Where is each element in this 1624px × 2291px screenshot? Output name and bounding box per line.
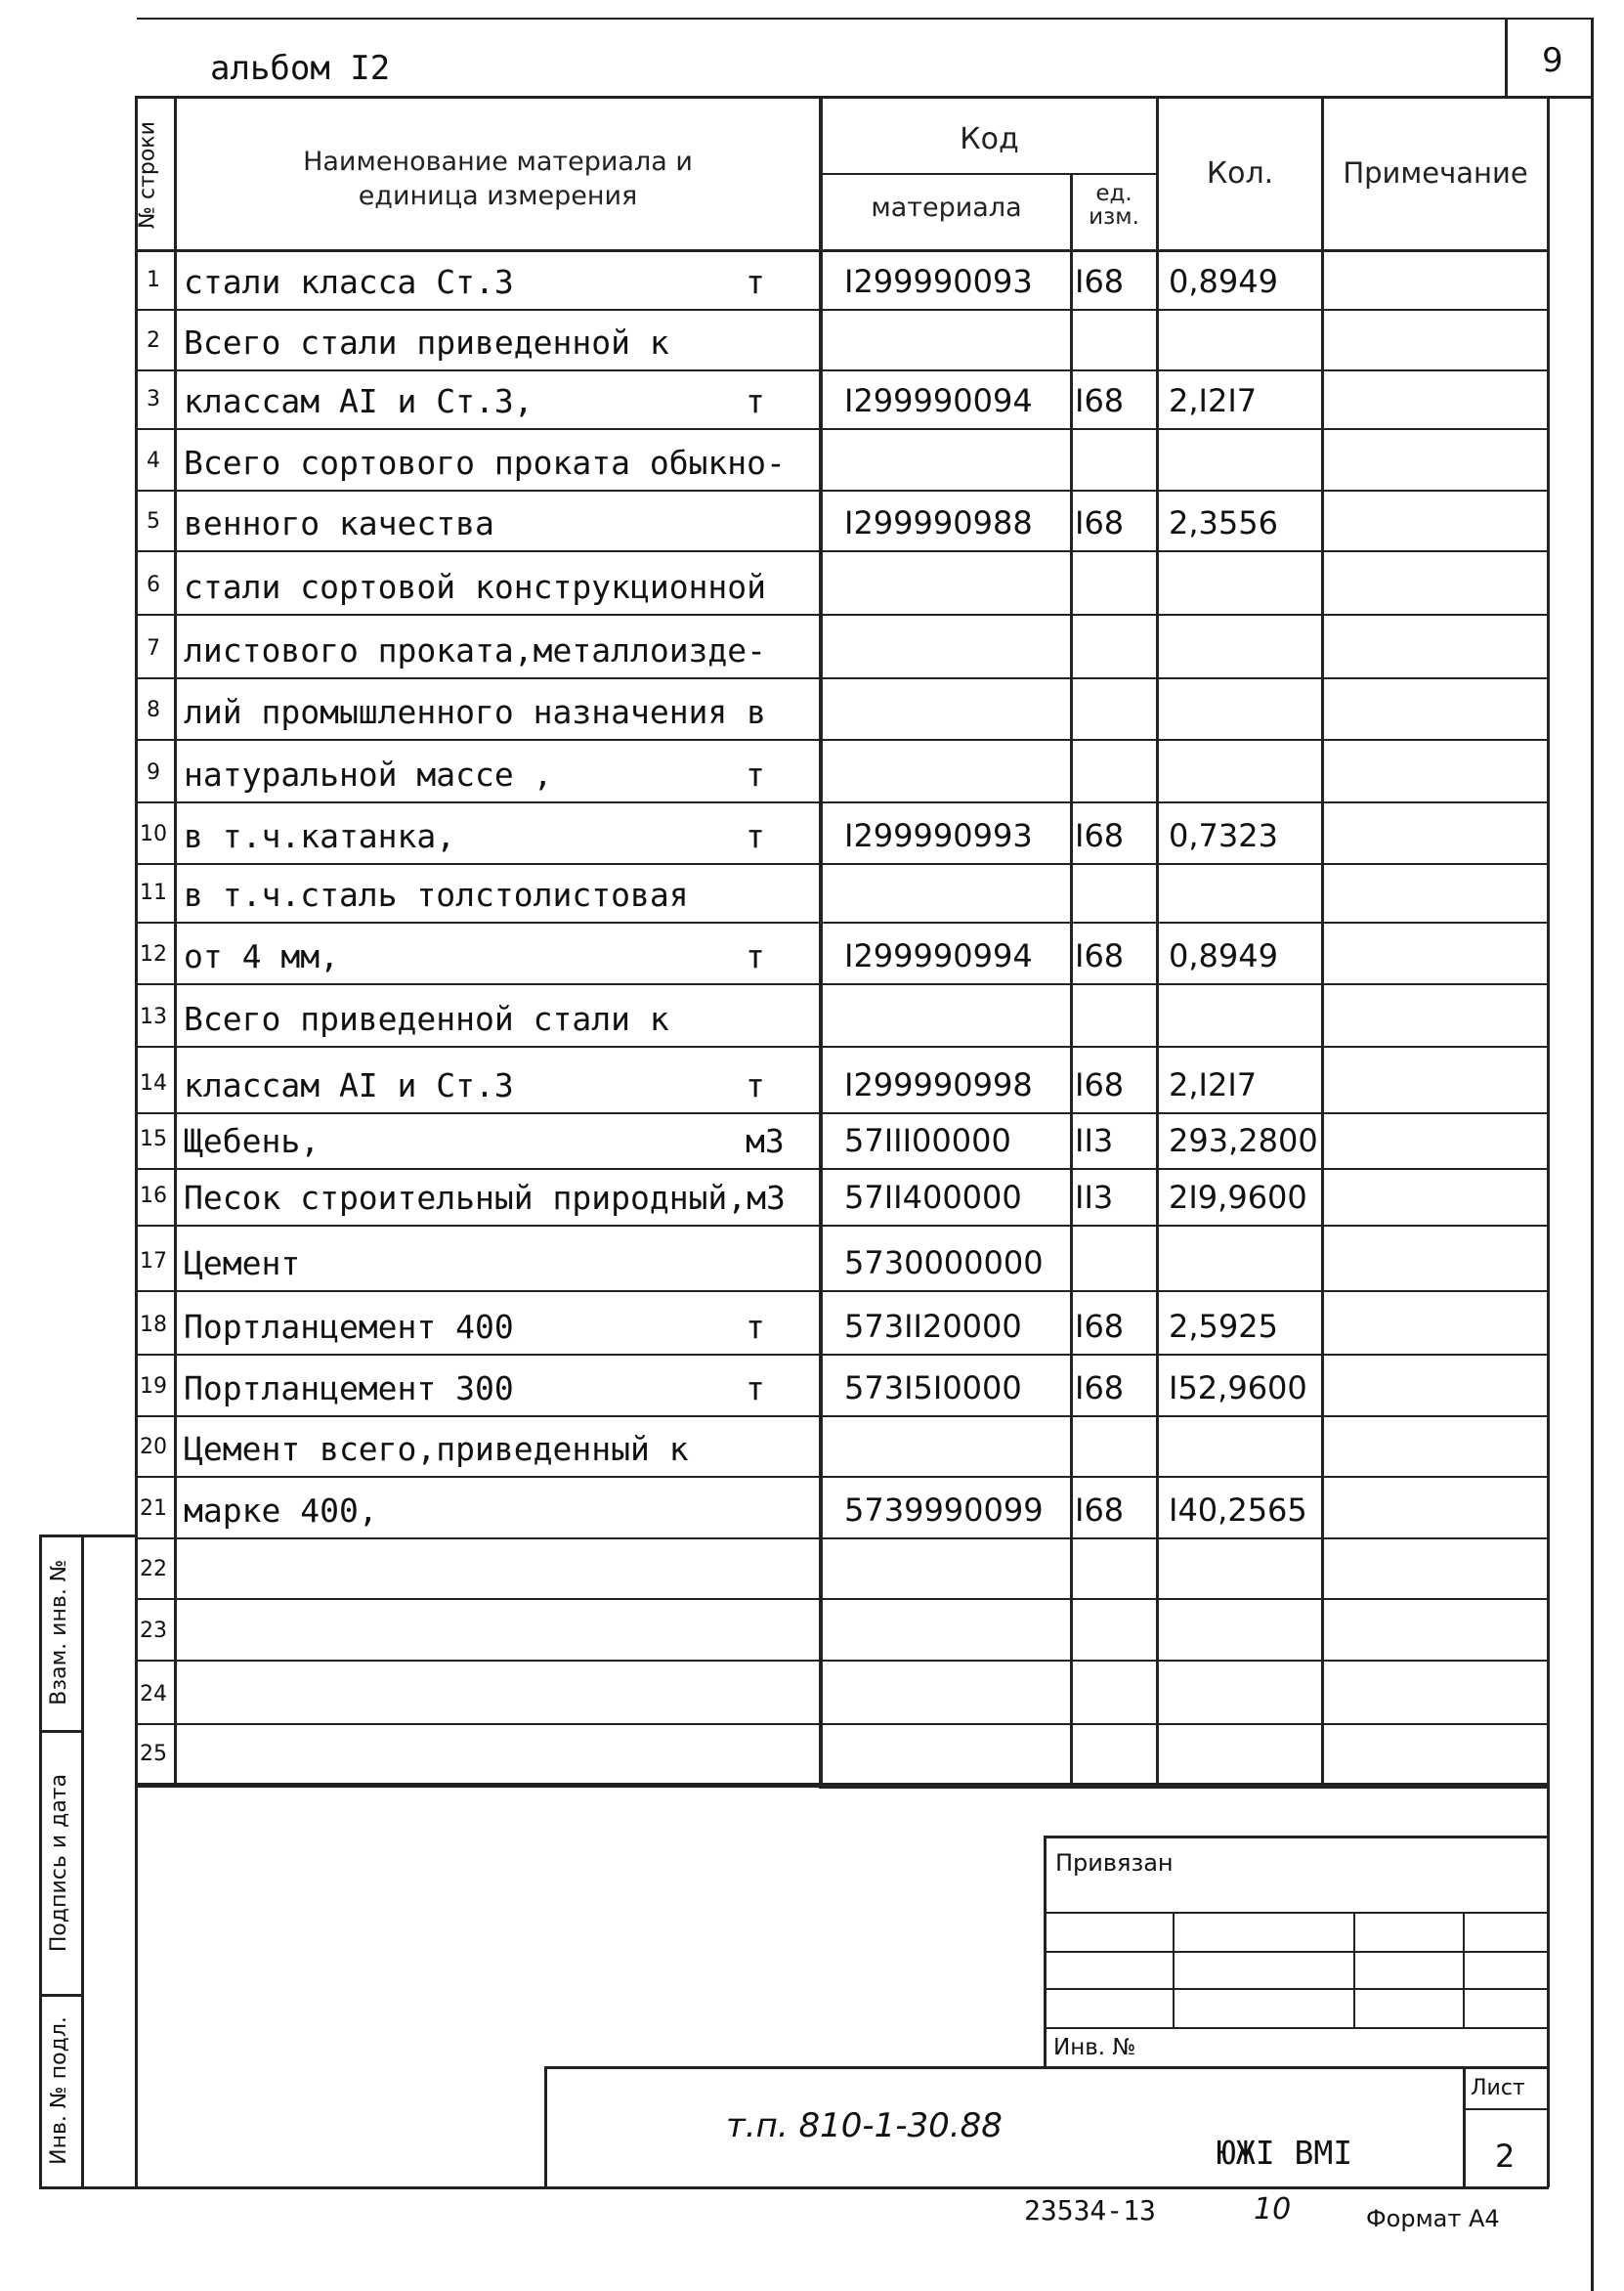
unit-code: I68	[1075, 817, 1125, 854]
material-code: 5739990099	[844, 1491, 1044, 1529]
quantity: 2,3556	[1169, 504, 1278, 541]
table-row	[135, 803, 1549, 865]
row-number: 7	[147, 636, 160, 661]
material-code: I299990998	[844, 1066, 1033, 1103]
material-name: в т.ч.сталь толстолистовая	[184, 876, 689, 914]
header-code-unit: ед. изм.	[1089, 181, 1139, 231]
material-name: Всего приведенной стали к	[184, 1000, 669, 1038]
table-bottom	[819, 1785, 1549, 1789]
material-name: Песок строительный природный,м3	[184, 1179, 786, 1217]
page-top-rule	[137, 18, 1593, 20]
tb-doc-number: т.п. 810-1-30.88	[726, 2106, 1003, 2145]
material-name: венного качества	[184, 504, 494, 542]
row-number: 12	[140, 942, 167, 967]
table-row	[135, 741, 1549, 803]
unit-code: I68	[1075, 1369, 1125, 1406]
unit: т	[746, 817, 765, 855]
material-code: I299990093	[844, 263, 1033, 300]
code-subheader-line	[821, 173, 1158, 175]
tb-line1	[1044, 1912, 1549, 1914]
row-number: 13	[140, 1005, 167, 1029]
tb-vcol1	[1173, 1912, 1175, 2027]
quantity: 0,8949	[1169, 263, 1278, 300]
material-name: в т.ч.катанка,	[184, 817, 456, 855]
tb-sheet-label: Лист	[1471, 2076, 1525, 2100]
row-number: 24	[140, 1682, 167, 1707]
tb-main-left	[544, 2066, 547, 2187]
row-number: 17	[140, 1249, 167, 1274]
material-code: 5730000000	[844, 1244, 1044, 1281]
material-name: Портланцемент 400	[184, 1308, 514, 1346]
row-number: 9	[147, 760, 160, 785]
table-row	[135, 1114, 1549, 1170]
material-name: классам AI и Ст.3	[184, 1066, 514, 1104]
row-number: 18	[140, 1313, 167, 1337]
unit: т	[746, 937, 765, 975]
row-number: 10	[140, 822, 167, 846]
material-name: стали сортовой конструкционной	[184, 568, 767, 606]
table-row	[135, 552, 1549, 616]
unit-code: I68	[1075, 1491, 1125, 1529]
material-code: 573II20000	[844, 1308, 1022, 1345]
row-number: 3	[147, 387, 160, 411]
unit-code: II3	[1075, 1179, 1114, 1216]
header-note: Примечание	[1343, 156, 1528, 190]
unit: м3	[746, 1122, 785, 1160]
material-name: лий промышленного назначения в	[184, 693, 767, 731]
unit-code: I68	[1075, 937, 1125, 974]
header-code: Код	[960, 122, 1019, 156]
bottom-code: 23534-13	[1024, 2194, 1156, 2226]
unit-code: I68	[1075, 1308, 1125, 1345]
tb-sheet-value: 2	[1495, 2138, 1516, 2175]
row-number: 25	[140, 1742, 167, 1766]
quantity: I52,9600	[1169, 1369, 1307, 1406]
pagenum-box-left	[1505, 18, 1508, 98]
material-name: Щебень,	[184, 1122, 321, 1160]
unit: т	[746, 382, 765, 420]
page-bottom-border	[39, 2186, 1549, 2189]
material-name: Всего стали приведенной к	[184, 324, 669, 362]
table-row	[135, 1417, 1549, 1478]
quantity: 2,I2I7	[1169, 1066, 1258, 1103]
row-number: 16	[140, 1184, 167, 1208]
row-number: 21	[140, 1496, 167, 1521]
stamp-col-left	[39, 1535, 42, 2189]
tb-main-top	[544, 2066, 1549, 2069]
material-code: I299990988	[844, 504, 1033, 541]
tb-sheet-left	[1463, 2066, 1466, 2187]
material-code: 573I5I0000	[844, 1369, 1022, 1406]
unit-code: II3	[1075, 1122, 1114, 1159]
format-label: Формат А4	[1366, 2205, 1500, 2232]
unit: т	[746, 756, 765, 794]
table-row	[135, 1292, 1549, 1356]
row-number: 19	[140, 1374, 167, 1399]
tb-doc-code: ЮЖI ВМI	[1217, 2134, 1353, 2172]
page-right-border	[1591, 18, 1594, 2291]
material-name: листового проката,металлоизде-	[184, 631, 767, 670]
material-name: классам AI и Ст.3,	[184, 382, 534, 420]
page-top-border	[137, 96, 1593, 99]
table-row	[135, 1356, 1549, 1417]
quantity: 2,I2I7	[1169, 382, 1258, 419]
header-qty: Кол.	[1206, 156, 1274, 191]
unit-code: I68	[1075, 1066, 1125, 1103]
tb-sheet-sep	[1463, 2108, 1549, 2110]
unit: т	[746, 1308, 765, 1346]
material-name: натуральной массе ,	[184, 756, 553, 794]
quantity: 2I9,9600	[1169, 1179, 1307, 1216]
table-row	[135, 1600, 1549, 1662]
stamp-sep1	[39, 1730, 83, 1733]
table-row	[135, 311, 1549, 371]
tb-line3	[1044, 1988, 1549, 1990]
table-row	[135, 924, 1549, 985]
unit: т	[746, 1369, 765, 1407]
header-code-material: материала	[871, 193, 1022, 223]
header-row-no: № строки	[135, 121, 160, 229]
material-code: I299990994	[844, 937, 1033, 974]
unit: т	[746, 263, 765, 301]
unit-code: I68	[1075, 263, 1125, 300]
material-name: марке 400,	[184, 1491, 378, 1530]
table-row	[135, 679, 1549, 741]
tb-line4	[1044, 2027, 1549, 2029]
stamp-top	[39, 1535, 137, 1537]
row-number: 15	[140, 1127, 167, 1151]
page-number: 9	[1542, 41, 1563, 80]
table-row	[135, 1539, 1549, 1600]
table-row	[135, 1725, 1549, 1785]
table-row	[135, 985, 1549, 1048]
table-row	[135, 1478, 1549, 1539]
material-code: 57II400000	[844, 1179, 1022, 1216]
quantity: 0,7323	[1169, 817, 1278, 854]
row-number: 23	[140, 1619, 167, 1643]
table-row	[135, 492, 1549, 552]
material-code: 57III00000	[844, 1122, 1011, 1159]
header-name-line1: Наименование материала и	[303, 147, 693, 177]
unit-code: I68	[1075, 504, 1125, 541]
material-name: Цемент всего,приведенный к	[184, 1430, 689, 1468]
tb-privyazan-top	[1044, 1836, 1549, 1838]
stamp-col-mid	[81, 1535, 84, 2189]
table-row	[135, 252, 1549, 311]
row-number: 4	[147, 449, 160, 473]
quantity: 2,5925	[1169, 1308, 1278, 1345]
tb-vcol3	[1463, 1912, 1465, 2027]
tb-line2	[1044, 1951, 1549, 1953]
material-name: Портланцемент 300	[184, 1369, 514, 1407]
stamp-podpis: Подпись и дата	[47, 1773, 71, 1953]
table-row	[135, 1048, 1549, 1114]
table-bottom-left	[135, 1785, 821, 1788]
tb-inv-no: Инв. №	[1053, 2035, 1136, 2060]
row-number: 2	[147, 328, 160, 353]
quantity: 293,2800	[1169, 1122, 1318, 1159]
table-row	[135, 1662, 1549, 1725]
row-number: 1	[147, 268, 160, 292]
unit: т	[746, 1066, 765, 1104]
material-name: стали класса Ст.3	[184, 263, 514, 301]
album-label: альбом I2	[210, 49, 391, 88]
row-number: 6	[147, 573, 160, 597]
material-code: I299990993	[844, 817, 1033, 854]
table-row	[135, 430, 1549, 492]
row-number: 22	[140, 1557, 167, 1581]
material-code: I299990094	[844, 382, 1033, 419]
quantity: I40,2565	[1169, 1491, 1307, 1529]
table-row	[135, 1227, 1549, 1292]
row-number: 5	[147, 509, 160, 534]
quantity: 0,8949	[1169, 937, 1278, 974]
material-name: Цемент	[184, 1244, 301, 1282]
row-number: 20	[140, 1435, 167, 1459]
unit-code: I68	[1075, 382, 1125, 419]
table-row	[135, 1170, 1549, 1227]
tb-privyazan: Привязан	[1055, 1849, 1174, 1877]
table-row	[135, 865, 1549, 924]
row-number: 11	[140, 881, 167, 905]
header-name-line2: единица измерения	[358, 181, 638, 211]
stamp-inv-podl: Инв. № подл.	[47, 2016, 71, 2165]
bottom-num: 10	[1254, 2192, 1292, 2226]
tb-vcol2	[1353, 1912, 1355, 2027]
material-name: Всего сортового проката обыкно-	[184, 444, 786, 482]
material-name: от 4 мм,	[184, 937, 339, 975]
row-number: 14	[140, 1071, 167, 1096]
row-number: 8	[147, 698, 160, 722]
table-row	[135, 616, 1549, 679]
table-row	[135, 371, 1549, 430]
stamp-vzam: Взам. инв. №	[47, 1559, 71, 1706]
